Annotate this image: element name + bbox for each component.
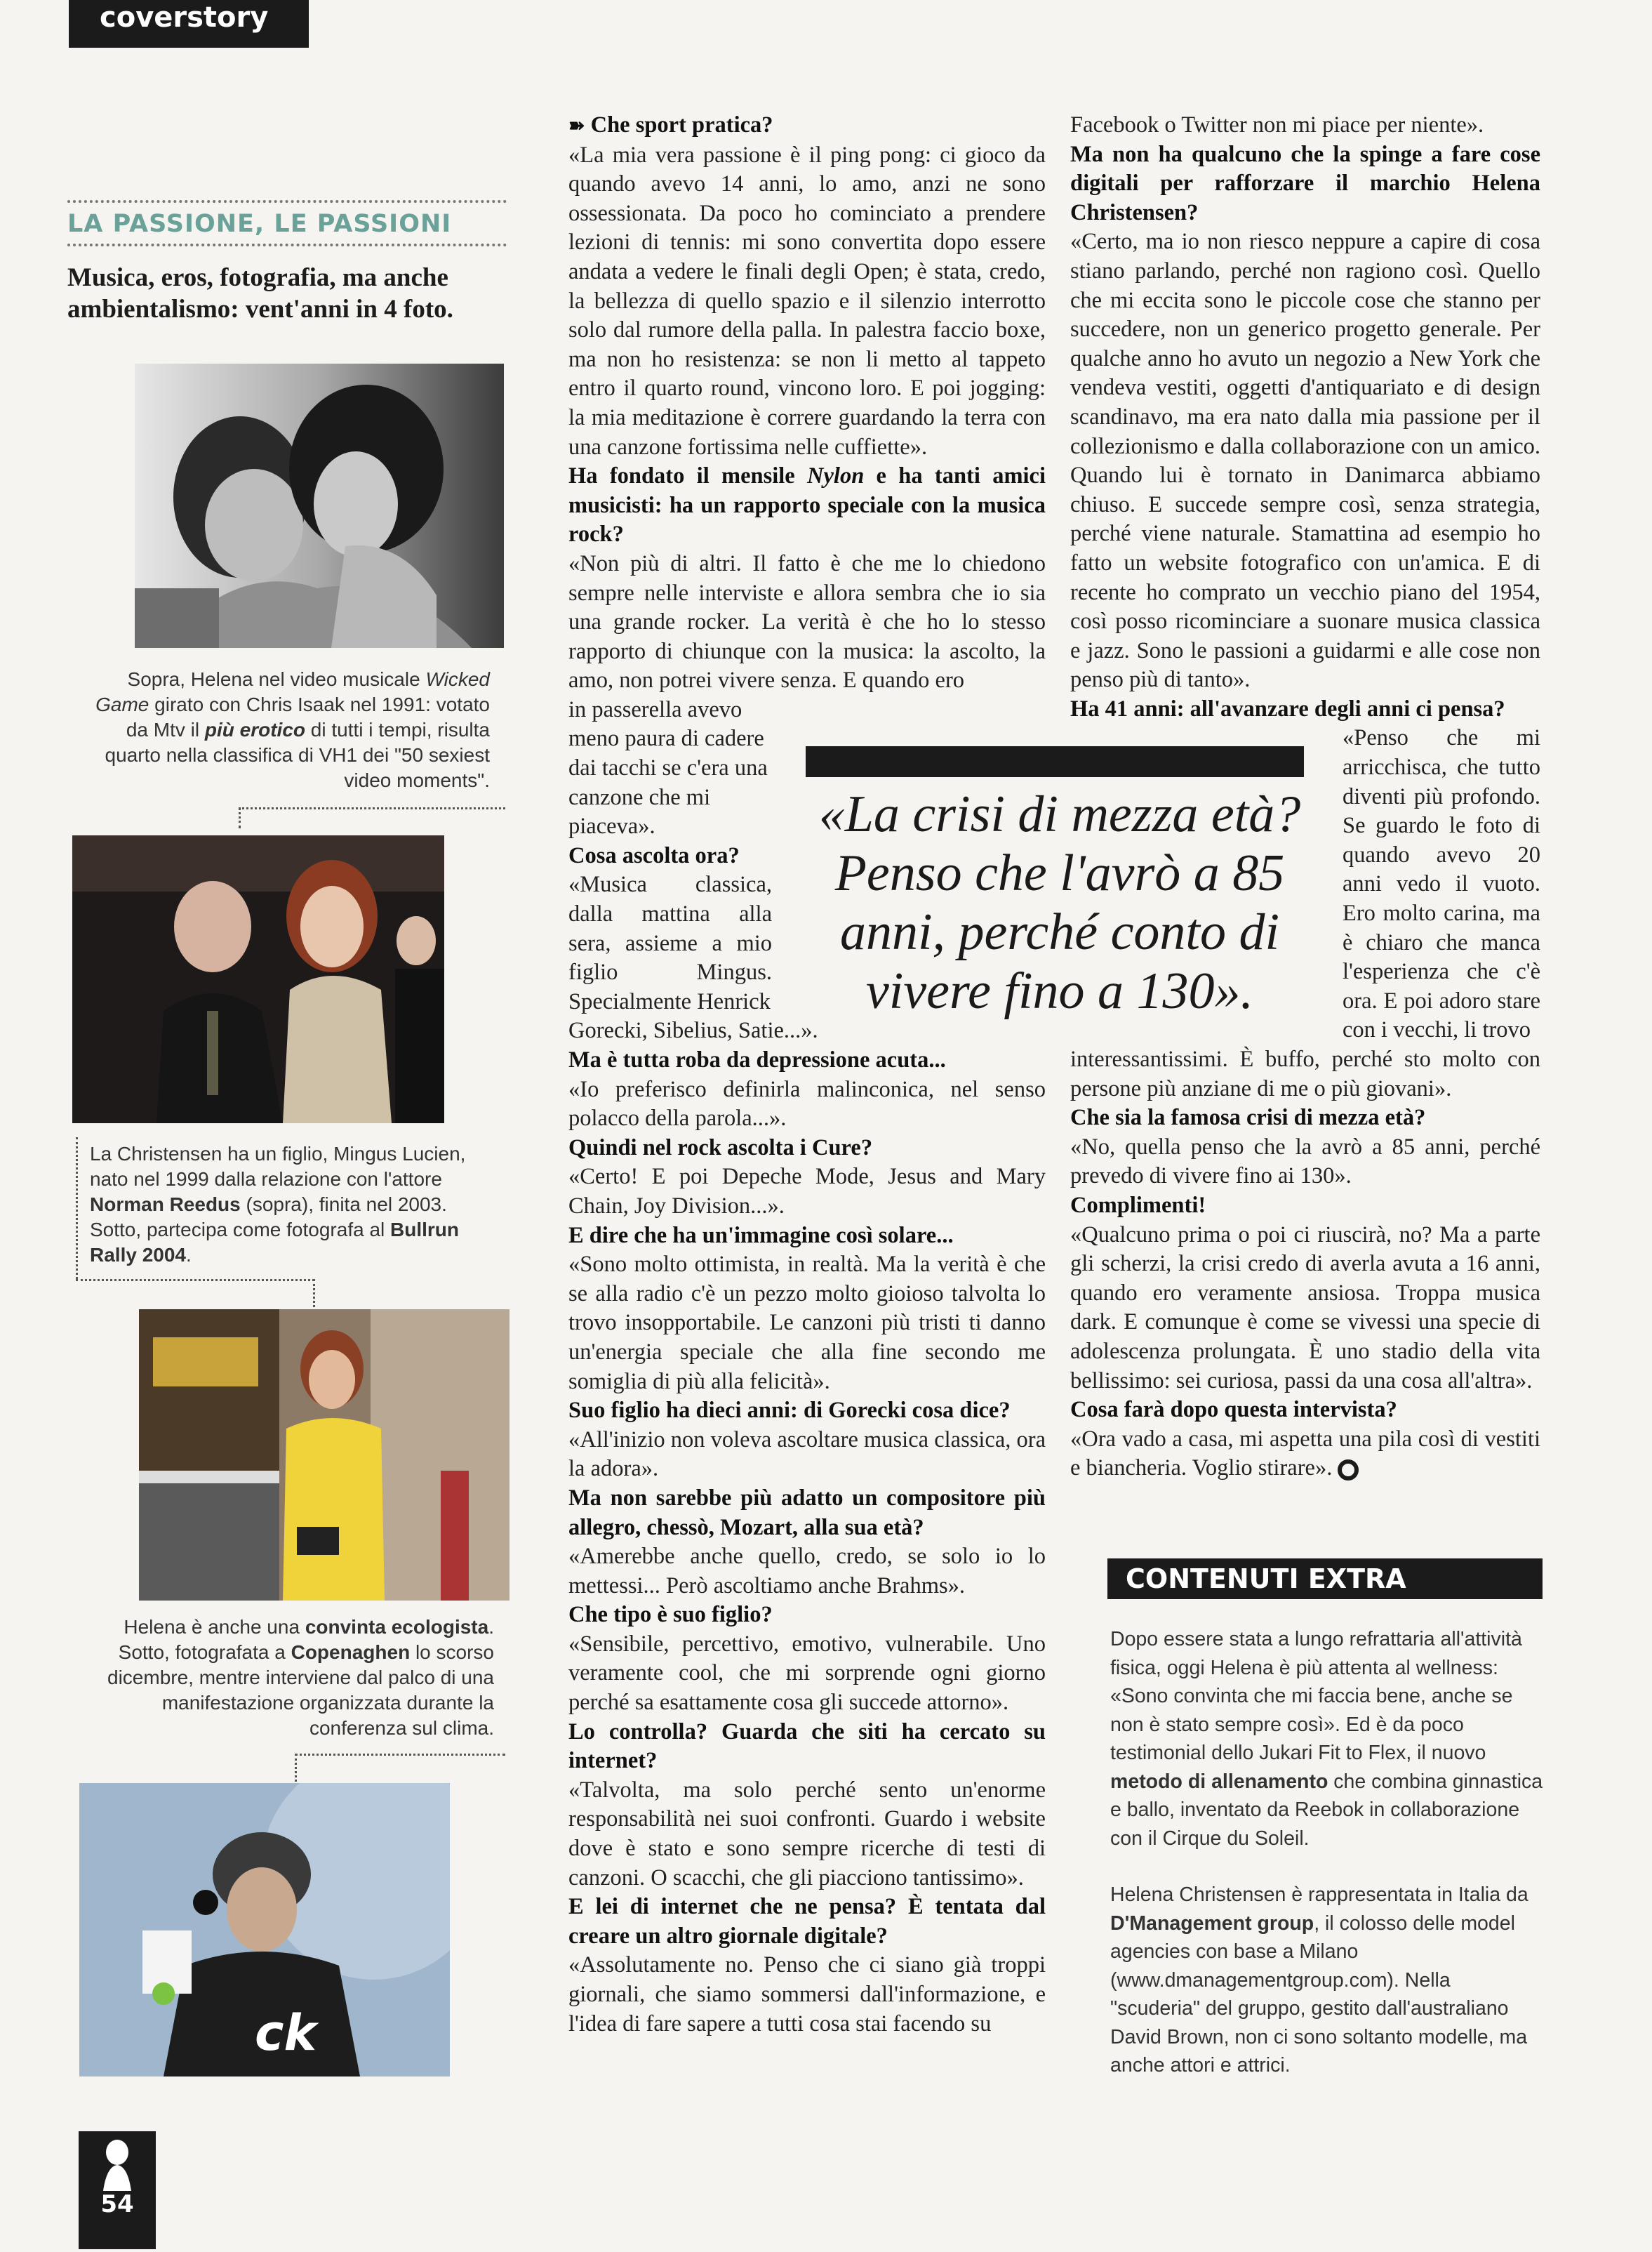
caption-border-2 [76, 1137, 78, 1279]
answer: interessantissimi. È buffo, perché sto molto con persone più anziane di me o più giovani». [1070, 1047, 1540, 1101]
answer: «All'inizio non voleva ascoltare musica classica, ora la adora». [568, 1426, 1046, 1482]
sidebar-subheading: Musica, eros, fotografia, ma anche ambientalismo: vent'anni in 4 foto. [67, 263, 453, 324]
question: Suo figlio ha dieci anni: di Gorecki cosa dice? [568, 1398, 1011, 1424]
answer: Gorecki, Sibelius, Satie...». [568, 1018, 818, 1044]
text-wrap-left [568, 696, 772, 1017]
extra-paragraph-2: Helena Christensen è rappresentata in Italia da D'Management group, il colosso delle model agencies con base a Milano (www.dmanagementgroup.com). Nella "scuderia" del gruppo, gestito dall'australiano David Brown, non ci sono soltanto modelle, ma anche attori e attrici. [1110, 1883, 1528, 2077]
question: E dire che ha un'immagine così solare... [568, 1222, 954, 1248]
pullquote: «La crisi di mezza età? Penso che l'avrò a 85 anni, perché conto di vivere fino a 130». [818, 786, 1301, 1020]
answer: «Musica classica, dalla mattina alla sera, assieme a mio figlio Mingus. Specialmente Henrick [568, 872, 772, 1014]
question: Cosa ascolta ora? [568, 842, 740, 868]
question: ➽ Che sport pratica? [568, 112, 773, 138]
answer: «Sensibile, percettivo, emotivo, vulnerabile. Uno veramente cool, che mi sorprende ogni giorno perché sa esattamente cosa gli succede attorno». [568, 1631, 1046, 1716]
page-number: 54 [100, 2190, 134, 2218]
answer: «Certo, ma io non riesco neppure a capire di cosa stiano parlando, perché non ragiono così. Quello che mi eccita sono le piccole cose che stanno per succedere, non un generico progetto generale. Per qualche anno ho avuto un negozio a New York che vendeva vestiti, oggetti d'antiquariato e di design scandinavo, ma era nato dalla mia passione per il collezionismo e dalla collaborazione con un amico. Quando lui è tornato in Danimarca abbiamo chiuso. E succede sempre così, senza strategia, perché viene naturale. Stamattina ad esempio ho fatto un website fotografico con un'amica. E di recente ho comprato un vecchio piano del 1954, così posso ricominciare a suonare musica classica e jazz. Sono le passioni a guidarmi e alle cose non penso più di tanto». [1070, 229, 1540, 693]
answer: «Io preferisco definirla malinconica, nel senso polacco della parola...». [568, 1076, 1046, 1132]
answer: «Amerebbe anche quello, credo, se solo io lo mettessi... Però ascoltiamo anche Brahms». [568, 1544, 1046, 1598]
answer: «La mia vera passione è il ping pong: ci gioco da quando avevo 14 anni, lo amo, anzi ne sono ossessionata. Da poco ho cominciato a prendere lezioni di tennis: mi sono convertita dopo essere andata a vedere le finali degli Open; è stata, credo, la bellezza di quello spazio e il silenzio interrotto solo dal rumore della palla. In palestra faccio boxe, ma non ho resistenza: se non li metto al tappeto entro il quarto round, vincono loro. E poi jogging: la mia meditazione è correre guardando la terra con una canzone fortissima nelle cuffiette». [568, 142, 1046, 460]
answer: «Qualcuno prima o poi ci riuscirà, no? Ma a parte gli scherzi, la crisi credo di averla avuta a 16 anni, quando ero veramente ansiosa. Troppa musica dark. E comunque è come se vivessi una specie di adolescenza prolungata. È uno stadio della vita bellissimo: sei curiosa, passi da una cosa all'altra». [1070, 1221, 1540, 1393]
question: Ha 41 anni: all'avanzare degli anni ci pensa? [1070, 696, 1505, 722]
article-column-1 [568, 111, 1046, 2039]
extra-body [1110, 1625, 1545, 2108]
text-wrap-right [1343, 724, 1540, 1045]
answer: Facebook o Twitter non mi piace per niente». [1070, 112, 1484, 138]
caption-norman-reedus: La Christensen ha un figlio, Mingus Lucien, nato nel 1999 dalla relazione con l'attore Norman Reedus (sopra), finita nel 2003. Sotto, partecipa come fotografa al Bullrun Rally 2004. [90, 1143, 466, 1266]
caption-rule-3 [295, 1754, 505, 1756]
answer: «No, quella penso che la avrò a 85 anni, perché prevedo di vivere fino ai 130». [1070, 1134, 1540, 1189]
section-tag: coverstory [69, 0, 309, 48]
question: Che sia la famosa crisi di mezza età? [1070, 1105, 1426, 1131]
caption-bullrun-rally: Helena è anche una convinta ecologista. Sotto, fotografata a Copenaghen lo scorso dicembre, mentre interviene dal palco di una manifestazione organizzata durante la conferenza sul clima. [107, 1616, 494, 1739]
sidebar-heading: LA PASSIONE, LE PASSIONI [67, 200, 507, 246]
answer: in passerella avevo meno paura di cadere dai tacchi se c'era una canzone che mi piaceva». [568, 696, 768, 840]
caption-leader-3 [295, 1754, 297, 1782]
question: Quindi nel rock ascolta i Cure? [568, 1134, 873, 1160]
question: Ma non sarebbe più adatto un compositore più allegro, chessò, Mozart, alla sua età? [568, 1485, 1046, 1540]
svg-text:ck: ck [255, 2004, 317, 2062]
answer: «Talvolta, ma solo perché sento un'enorme responsabilità nei suoi confronti. Guardo i website dove è stato e sono sempre ricerche di testi di canzoni. O scacchi, che gli piacciono tantissimo». [568, 1777, 1046, 1890]
extra-heading: CONTENUTI EXTRA [1107, 1558, 1543, 1599]
question: Complimenti! [1070, 1192, 1206, 1218]
end-mark-icon [1338, 1459, 1359, 1481]
answer: «Sono molto ottimista, in realtà. Ma la verità è che se alla radio c'è un pezzo molto gioioso talvolta lo trovo insopportabile. Le canzoni più tristi ti danno un'energia speciale che alla fine secondo me somiglia di più alla felicità». [568, 1252, 1046, 1394]
extra-paragraph-1: Dopo essere stata a lungo refrattaria all'attività fisica, oggi Helena è più attenta al wellness: «Sono convinta che mi faccia bene, anche se non è stato sempre così». Ed è da poco testimonial dello Jukari Fit to Flex, il nuovo metodo di allenamento che combina ginnastica e ballo, inventato da Reebok in collaborazione con il Cirque du Soleil. [1110, 1628, 1543, 1850]
question: E lei di internet che ne pensa? È tentata dal creare un altro giornale digitale? [568, 1894, 1046, 1949]
photo-copenhagen [79, 1783, 450, 2077]
caption-rule-1 [239, 807, 505, 809]
photo-bullrun-rally [139, 1309, 509, 1601]
question: Cosa farà dopo questa intervista? [1070, 1397, 1397, 1423]
photo-norman-reedus [72, 835, 444, 1123]
caption-leader-1 [239, 807, 241, 828]
caption-wicked-game: Sopra, Helena nel video musicale Wicked Game girato con Chris Isaak nel 1991: votato da Mtv il più erotico di tutti i tempi, risulta quarto nella classifica di VH1 dei "50 sexiest video moments". [95, 668, 490, 791]
answer: «Penso che mi arricchisca, che tutto diventi più profondo. Se guardo le foto di quando avevo 20 anni vedo il vuoto. Ero molto carina, ma è chiaro che manca l'esperienza che c'è ora. E poi adoro stare con i vecchi, li trovo [1343, 725, 1540, 1043]
question: Ma è tutta roba da depressione acuta... [568, 1047, 946, 1073]
photo-wicked-game [135, 364, 504, 648]
question: Lo controlla? Guarda che siti ha cercato su internet? [568, 1718, 1046, 1774]
answer: «Assolutamente no. Penso che ci siano già troppi giornali, che siamo sommersi dall'informazione, e l'idea di fare sapere a tutti cosa stai facendo su [568, 1952, 1046, 2036]
question: Che tipo è suo figlio? [568, 1602, 773, 1628]
answer: «Ora vado a casa, mi aspetta una pila così di vestiti e biancheria. Voglio stirare». [1070, 1426, 1540, 1481]
question: Ma non ha qualcuno che la spinge a fare cose digitali per rafforzare il marchio Helena Christensen? [1070, 141, 1540, 225]
answer: «Non più di altri. Il fatto è che me lo chiedono sempre nelle interviste e allora sembra che io sia una grande rocker. La verità è che ho lo stesso rapporto di chiunque con la musica: la ascolto, la amo, non potrei vivere senza. E quando ero [568, 550, 1046, 694]
caption-leader-2 [313, 1279, 315, 1307]
question: Ha fondato il mensile Nylon e ha tanti amici musicisti: ha un rapporto speciale con la musica rock? [568, 463, 1046, 548]
answer: «Certo! E poi Depeche Mode, Jesus and Mary Chain, Joy Division...». [568, 1164, 1046, 1219]
caption-rule-2 [76, 1279, 314, 1281]
sidebar-header [67, 200, 507, 325]
pullquote-bar [806, 746, 1304, 777]
